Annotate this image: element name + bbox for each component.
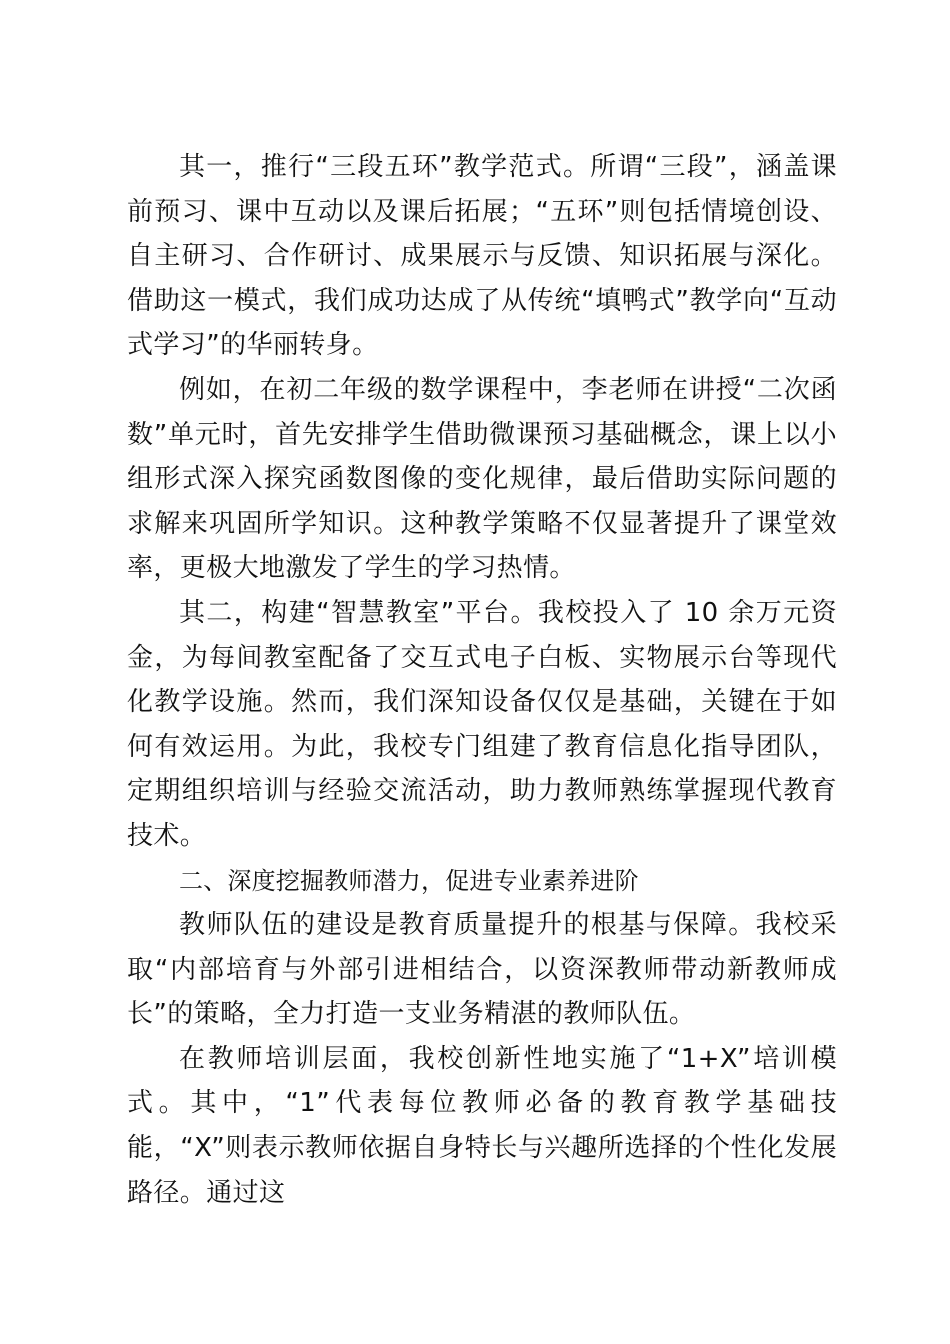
- paragraph-teacher-team: 教师队伍的建设是教育质量提升的根基与保障。我校采取“内部培育与外部引进相结合，以资深教师带动新教师成长”的策略，全力打造一支业务精湛的教师队伍。: [127, 910, 837, 1030]
- section-heading-teacher-potential: 二、深度挖掘教师潜力，促进专业素养进阶: [179, 866, 639, 895]
- paragraph-math-example: 例如，在初二年级的数学课程中，李老师在讲授“二次函数”单元时，首先安排学生借助微课预习基础概念，课上以小组形式深入探究函数图像的变化规律，最后借助实际问题的求解来巩固所学知识。这种教学策略不仅显著提升了课堂效率，更极大地激发了学生的学习热情。: [127, 374, 837, 584]
- paragraph-smart-classroom: 其二，构建“智慧教室”平台。我校投入了 10 余万元资金，为每间教室配备了交互式电子白板、实物展示台等现代化教学设施。然而，我们深知设备仅仅是基础，关键在于如何有效运用。为此，我校专门组建了教育信息化指导团队，定期组织培训与经验交流活动，助力教师熟练掌握现代教育技术。: [127, 597, 837, 851]
- paragraph-training-model: 在教师培训层面，我校创新性地实施了“1+X”培训模式。其中，“1”代表每位教师必备的教育教学基础技能，“X”则表示教师依据自身特长与兴趣所选择的个性化发展路径。通过这: [127, 1043, 837, 1208]
- paragraph-three-stage-five-link: 其一，推行“三段五环”教学范式。所谓“三段”，涵盖课前预习、课中互动以及课后拓展；“五环”则包括情境创设、自主研习、合作研讨、成果展示与反馈、知识拓展与深化。借助这一模式，我们成功达成了从传统“填鸭式”教学向“互动式学习”的华丽转身。: [127, 152, 837, 361]
- document-body: [127, 145, 837, 1215]
